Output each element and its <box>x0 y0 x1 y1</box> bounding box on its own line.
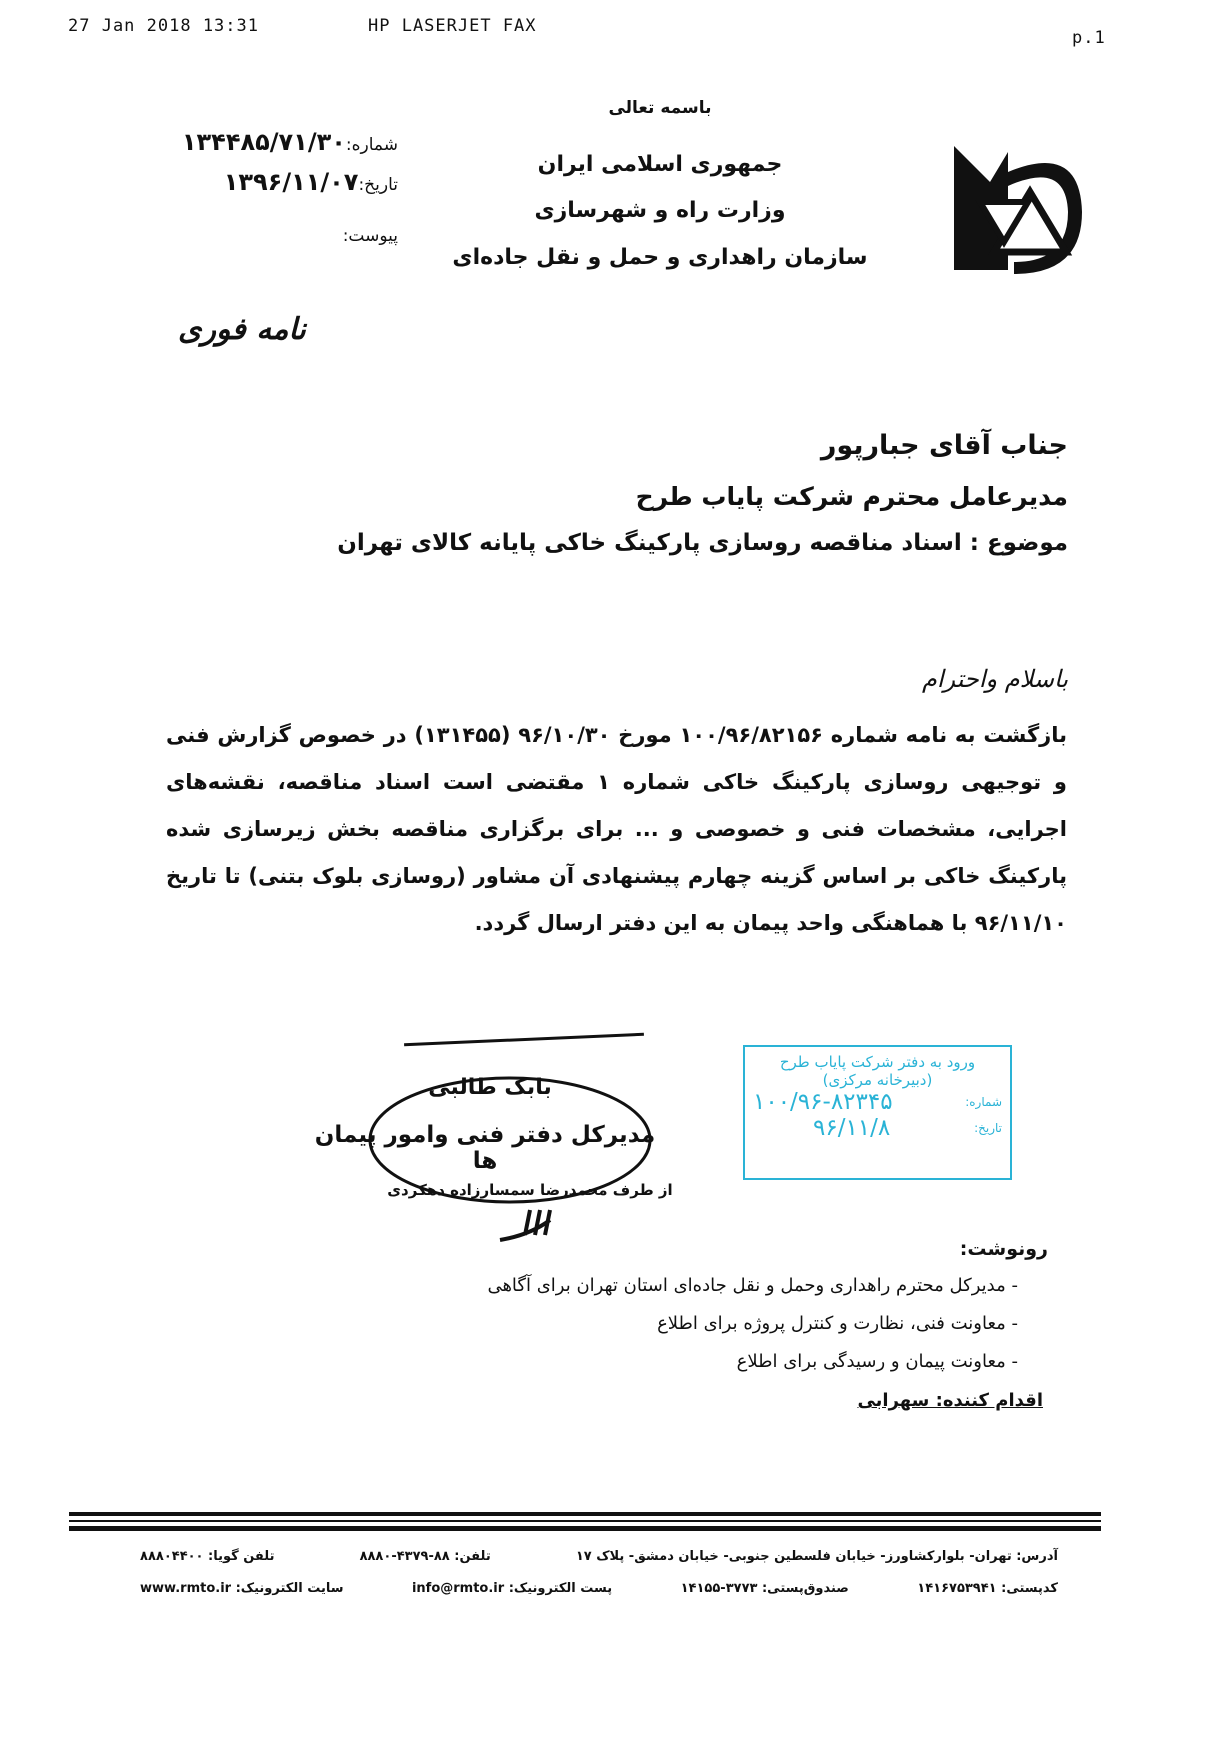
cc-label: رونوشت: <box>959 1238 1048 1260</box>
stamp-line1: ورود به دفتر شرکت پایاب طرح <box>779 1053 976 1071</box>
signatory-on-behalf: از طرف محمدرضا سمسارزاده دهکردی <box>387 1181 673 1199</box>
footer-address: آدرس: تهران- بلوارکشاورز- خیابان فلسطین جنوبی- خیابان دمشق- پلاک ۱۷ <box>575 1549 1058 1564</box>
stamp-date-label: تاریخ: <box>974 1121 1002 1135</box>
footer-row-2 <box>140 1580 1058 1598</box>
letter-body: بازگشت به نامه شماره ۱۰۰/۹۶/۸۲۱۵۶ مورخ ۹۶/۱۰/۳۰ (۱۳۱۴۵۵) در خصوص گزارش فنی و توجیهی روسازی پارکینگ خاکی شماره ۱ مقتضی است اسناد مناقصه، نقشه‌های اجرایی، مشخصات فنی و خصوصی و ... برای برگزاری مناقصه بخش زیرسازی شده پارکینگ خاکی بر اساس گزینه چهارم پیشنهادی آن مشاور (روسازی بلوک بتنی) تا تاریخ ۹۶/۱۱/۱۰ با هماهنگی واحد پیمان به این دفتر ارسال گردد. <box>166 723 1068 935</box>
footer-rule <box>69 1520 1101 1522</box>
signatory-title: مدیرکل دفتر فنی وامور پیمان ها <box>314 1122 656 1174</box>
greeting: باسلام واحترام <box>921 665 1068 693</box>
subject: موضوع : اسناد مناقصه روسازی پارکینگ خاکی پایانه کالای تهران <box>337 530 1068 556</box>
invocation: باسمه تعالی <box>608 98 712 118</box>
stamp-number-label: شماره: <box>965 1095 1002 1109</box>
rmto-logo <box>950 142 1086 278</box>
stamp-number: ۱۰۰/۹۶-۸۲۳۴۵ <box>753 1089 893 1115</box>
letter-date <box>224 168 398 196</box>
signature-line <box>404 1033 644 1046</box>
urgent-note: نامه فوری <box>178 312 306 347</box>
footer-po-box: صندوق‌پستی: ۳۷۷۳-۱۴۱۵۵ <box>680 1581 849 1596</box>
cc-item: - معاونت پیمان و رسیدگی برای اطلاع <box>736 1351 1018 1372</box>
date-label: تاریخ: <box>358 175 398 195</box>
footer-rule <box>69 1512 1101 1516</box>
number-label: شماره: <box>345 135 398 155</box>
footer-phone-auto: تلفن گویا: ۸۸۸۰۴۴۰۰ <box>140 1549 275 1564</box>
signatory-name: بابک طالبی <box>428 1075 552 1100</box>
letterhead-line1: جمهوری اسلامی ایران <box>537 152 783 177</box>
letterhead-line3: سازمان راهداری و حمل و نقل جاده‌ای <box>452 245 868 270</box>
fax-datetime: 27 Jan 2018 13:31 <box>68 16 259 36</box>
letter-number <box>182 128 398 156</box>
receipt-stamp <box>743 1045 1012 1180</box>
number-value: ۱۳۴۴۸۵/۷۱/۳۰ <box>181 128 346 156</box>
cc-item: - معاونت فنی، نظارت و کنترل پروژه برای اطلاع <box>657 1313 1018 1334</box>
footer-postal-code: کدپستی: ۱۴۱۶۷۵۳۹۴۱ <box>917 1581 1058 1596</box>
footer-website[interactable]: سایت الکترونیک: www.rmto.ir <box>140 1581 344 1596</box>
cc-item: - مدیرکل محترم راهداری وحمل و نقل جاده‌ای استان تهران برای آگاهی <box>487 1275 1018 1296</box>
footer-row-1 <box>140 1548 1058 1566</box>
attachment-label: پیوست: <box>342 226 398 246</box>
action-by: اقدام کننده: سهرابی <box>857 1390 1043 1411</box>
stamp-line2: (دبیرخانه مرکزی) <box>822 1071 933 1089</box>
footer-rule <box>69 1526 1101 1531</box>
footer-phone: تلفن: ۸۸-۴۳۷۹-۸۸۸۰ <box>359 1549 491 1564</box>
fax-device: HP LASERJET FAX <box>368 16 537 36</box>
stamp-date: ۹۶/۱۱/۸ <box>813 1115 891 1141</box>
letterhead-line2: وزارت راه و شهرسازی <box>534 198 786 223</box>
fax-page: p.1 <box>1072 28 1106 48</box>
footer-email[interactable]: پست الکترونیک: info@rmto.ir <box>411 1581 613 1596</box>
recipient-name: جناب آقای جبارپور <box>820 430 1068 461</box>
date-value: ۱۳۹۶/۱۱/۰۷ <box>223 168 359 196</box>
recipient-title: مدیرعامل محترم شرکت پایاب طرح <box>635 482 1068 511</box>
